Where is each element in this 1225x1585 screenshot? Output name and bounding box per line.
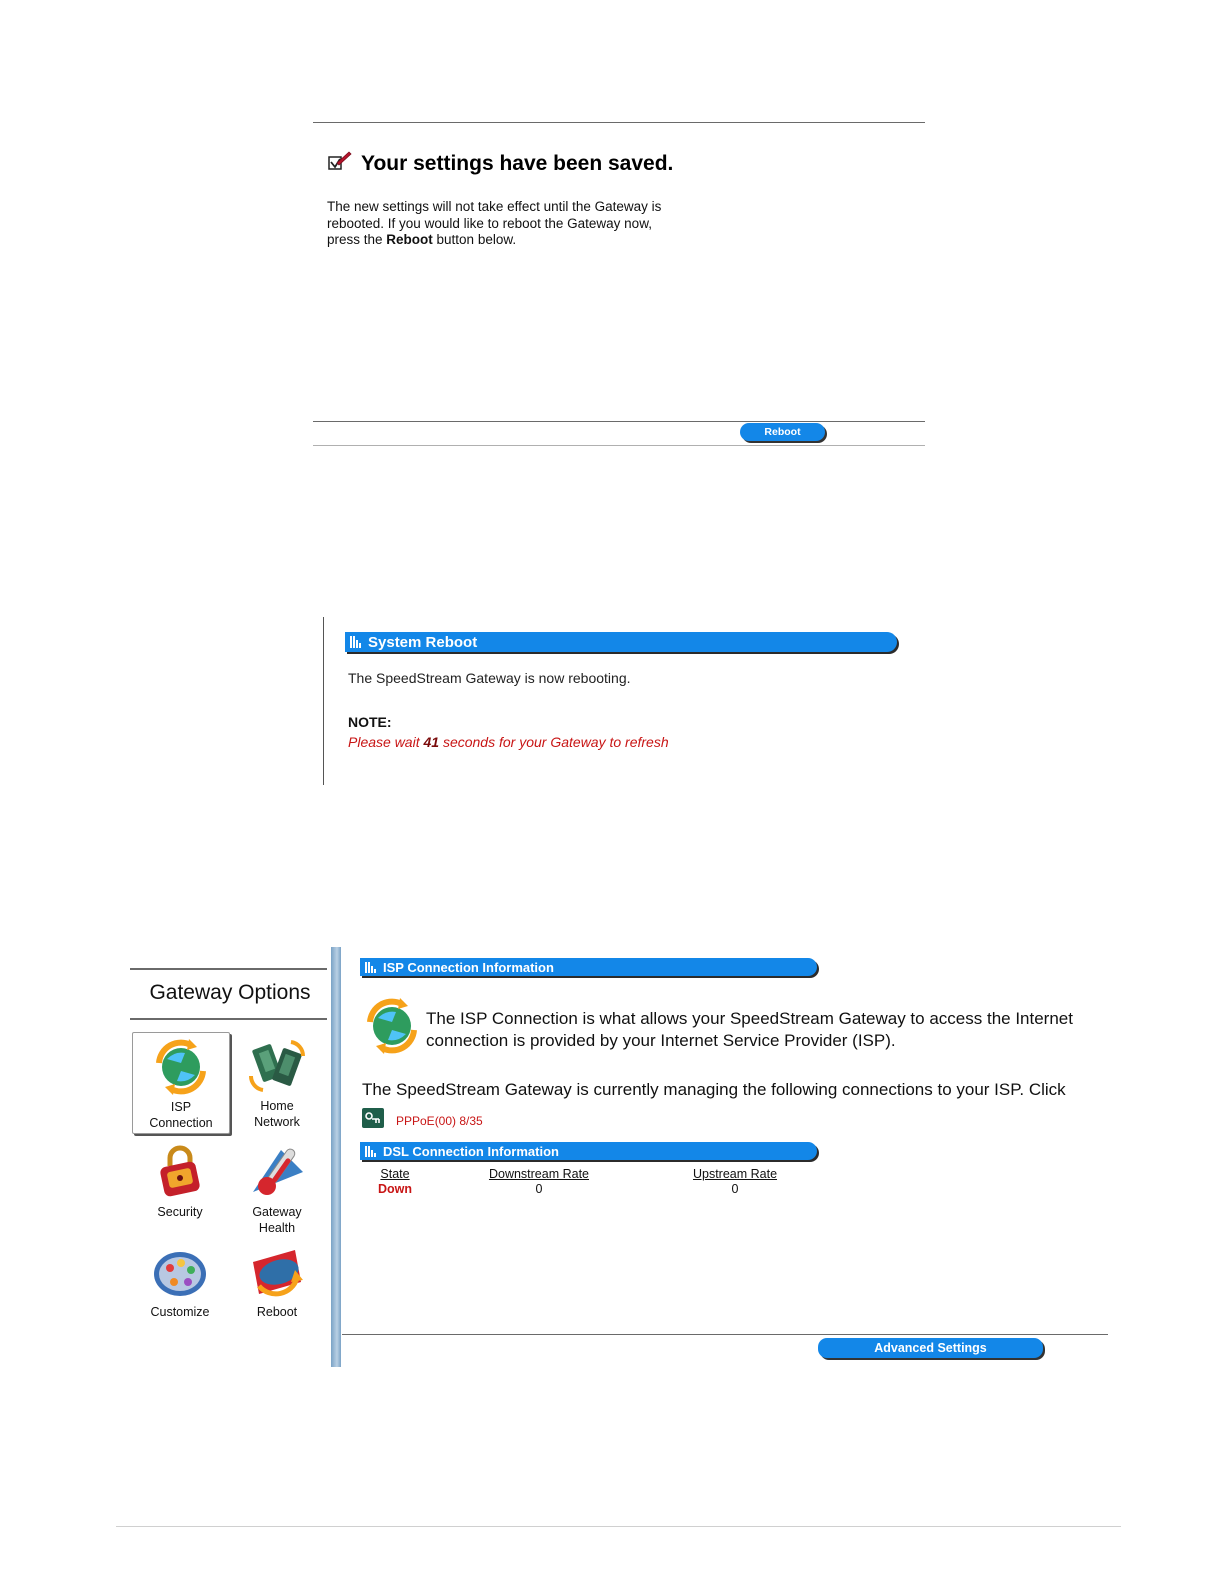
checkbox-pencil-icon: [327, 150, 353, 178]
isp-header-title: ISP Connection Information: [383, 959, 554, 975]
saved-title: [327, 150, 673, 178]
isp-description: The ISP Connection is what allows your SpeedStream Gateway to access the Internet connection is provided by your Internet Service Provider (ISP).: [426, 1009, 1073, 1050]
reboot-tile-label: Reboot: [256, 1305, 298, 1319]
advanced-settings-button[interactable]: Advanced Settings: [818, 1338, 1043, 1358]
palette-icon: [150, 1242, 210, 1302]
settings-saved-panel: [313, 122, 925, 452]
system-reboot-panel: [323, 617, 913, 785]
instruction-part-1: The new settings will not take effect until the Gateway is rebooted. If you would like to reboot the Gateway now, press the: [327, 199, 662, 247]
instruction-bold-reboot: Reboot: [386, 232, 433, 247]
wait-seconds: 41: [423, 734, 440, 750]
option-security[interactable]: [132, 1138, 228, 1238]
saved-title-text: Your settings have been saved.: [361, 152, 674, 175]
signal-bars-icon: [365, 1145, 376, 1157]
option-home-network[interactable]: [229, 1032, 325, 1132]
bottom-divider-lower: [313, 445, 925, 446]
vertical-divider: [331, 947, 341, 1367]
column-header-state: State: [380, 1167, 410, 1181]
reboot-icon: [247, 1242, 307, 1302]
rebooting-message: The SpeedStream Gateway is now rebooting.: [348, 670, 631, 686]
signal-bars-icon: [350, 636, 361, 648]
dsl-downstream-column: [484, 1167, 594, 1196]
isp-connection-header: [360, 958, 817, 976]
option-reboot[interactable]: [229, 1238, 325, 1338]
reboot-button[interactable]: Reboot: [740, 423, 825, 441]
downstream-value: 0: [535, 1182, 543, 1196]
wait-message: [348, 734, 669, 750]
note-label: NOTE:: [348, 714, 392, 730]
health-tile-line1: Gateway: [252, 1205, 302, 1219]
isp-connection-icon: [362, 996, 422, 1056]
home-tile-line2: Network: [254, 1115, 300, 1129]
sidebar-top-rule: [130, 968, 327, 970]
gateway-options-sidebar: [130, 968, 330, 1368]
option-customize[interactable]: [132, 1238, 228, 1338]
dsl-connection-header: [360, 1142, 817, 1160]
dsl-upstream-column: [685, 1167, 785, 1196]
left-border-line: [323, 617, 324, 785]
reboot-instruction-text: [327, 199, 687, 249]
connection-row: [362, 1108, 483, 1133]
isp-tile-line1: ISP: [170, 1100, 192, 1114]
top-divider: [313, 122, 925, 123]
system-reboot-header: [345, 632, 897, 652]
thermometer-icon: [247, 1142, 307, 1202]
security-lock-icon: [150, 1142, 210, 1202]
option-isp-connection[interactable]: [132, 1032, 230, 1134]
instruction-part-2: button below.: [432, 232, 517, 247]
security-tile-label: Security: [157, 1205, 203, 1219]
dsl-state-column: [374, 1167, 416, 1196]
wait-suffix: seconds for your Gateway to refresh: [439, 734, 669, 750]
isp-managing-text: The SpeedStream Gateway is currently managing the following connections to your ISP. Click: [362, 1080, 1066, 1099]
connection-icon[interactable]: [362, 1108, 384, 1133]
dsl-header-title: DSL Connection Information: [383, 1143, 559, 1159]
bottom-rule: [342, 1334, 1108, 1335]
health-tile-line2: Health: [258, 1221, 296, 1235]
gateway-options-title: Gateway Options: [149, 981, 311, 1004]
isp-tile-line2: Connection: [149, 1116, 213, 1130]
isp-main-content: [360, 958, 1120, 1368]
system-reboot-title: System Reboot: [368, 633, 478, 651]
column-header-upstream: Upstream Rate: [692, 1167, 778, 1181]
column-header-downstream: Downstream Rate: [488, 1167, 590, 1181]
state-value: Down: [377, 1182, 413, 1196]
signal-bars-icon: [365, 961, 376, 973]
wait-prefix: Please wait: [348, 734, 424, 750]
pppoe-connection-link[interactable]: PPPoE(00) 8/35: [396, 1113, 483, 1128]
page-footer-rule: [116, 1526, 1121, 1527]
bottom-divider-upper: [313, 421, 925, 422]
isp-connection-icon: [151, 1037, 211, 1097]
upstream-value: 0: [731, 1182, 739, 1196]
home-tile-line1: Home: [260, 1099, 294, 1113]
sidebar-title-rule: [130, 1018, 327, 1020]
customize-tile-label: Customize: [150, 1305, 210, 1319]
option-gateway-health[interactable]: [229, 1138, 325, 1238]
home-network-icon: [247, 1036, 307, 1096]
